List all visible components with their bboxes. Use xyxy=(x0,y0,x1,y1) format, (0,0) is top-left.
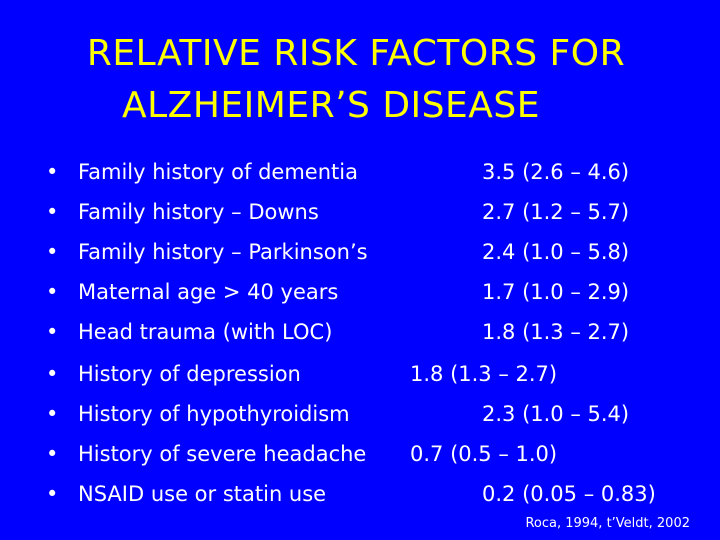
risk-factor-label: Head trauma (with LOC) xyxy=(78,320,333,344)
title-line-1: RELATIVE RISK FACTORS FOR xyxy=(86,33,626,74)
list-item xyxy=(0,240,720,280)
list-item xyxy=(0,442,720,482)
list-item xyxy=(0,402,720,442)
bullet-icon: • xyxy=(46,280,59,304)
relative-risk-value: 1.8 (1.3 – 2.7) xyxy=(410,362,558,386)
bullet-icon: • xyxy=(46,362,59,386)
bullet-icon: • xyxy=(46,160,59,184)
bullet-icon: • xyxy=(46,402,59,426)
risk-factor-label: Family history – Parkinson’s xyxy=(78,240,368,264)
title-line-2: ALZHEIMER’S DISEASE xyxy=(122,85,540,126)
relative-risk-value: 1.8 (1.3 – 2.7) xyxy=(482,320,630,344)
risk-factor-label: Maternal age > 40 years xyxy=(78,280,339,304)
relative-risk-value: 2.4 (1.0 – 5.8) xyxy=(482,240,630,264)
risk-factor-label: NSAID use or statin use xyxy=(78,482,327,506)
risk-factor-label: Family history – Downs xyxy=(78,200,319,224)
list-item xyxy=(0,280,720,320)
list-item xyxy=(0,160,720,200)
slide-title xyxy=(0,28,720,132)
relative-risk-value: 3.5 (2.6 – 4.6) xyxy=(482,160,630,184)
bullet-icon: • xyxy=(46,200,59,224)
bullet-icon: • xyxy=(46,320,59,344)
bullet-icon: • xyxy=(46,240,59,264)
list-item xyxy=(0,200,720,240)
relative-risk-value: 0.2 (0.05 – 0.83) xyxy=(482,482,656,506)
risk-factor-label: History of severe headache xyxy=(78,442,367,466)
relative-risk-value: 1.7 (1.0 – 2.9) xyxy=(482,280,630,304)
citation-reference: Roca, 1994, t’Veldt, 2002 xyxy=(525,516,690,531)
list-item xyxy=(0,362,720,402)
risk-factor-label: Family history of dementia xyxy=(78,160,358,184)
risk-factor-label: History of hypothyroidism xyxy=(78,402,350,426)
relative-risk-value: 0.7 (0.5 – 1.0) xyxy=(410,442,558,466)
bullet-icon: • xyxy=(46,482,59,506)
list-item xyxy=(0,320,720,360)
risk-factor-label: History of depression xyxy=(78,362,301,386)
relative-risk-value: 2.7 (1.2 – 5.7) xyxy=(482,200,630,224)
relative-risk-value: 2.3 (1.0 – 5.4) xyxy=(482,402,630,426)
bullet-icon: • xyxy=(46,442,59,466)
